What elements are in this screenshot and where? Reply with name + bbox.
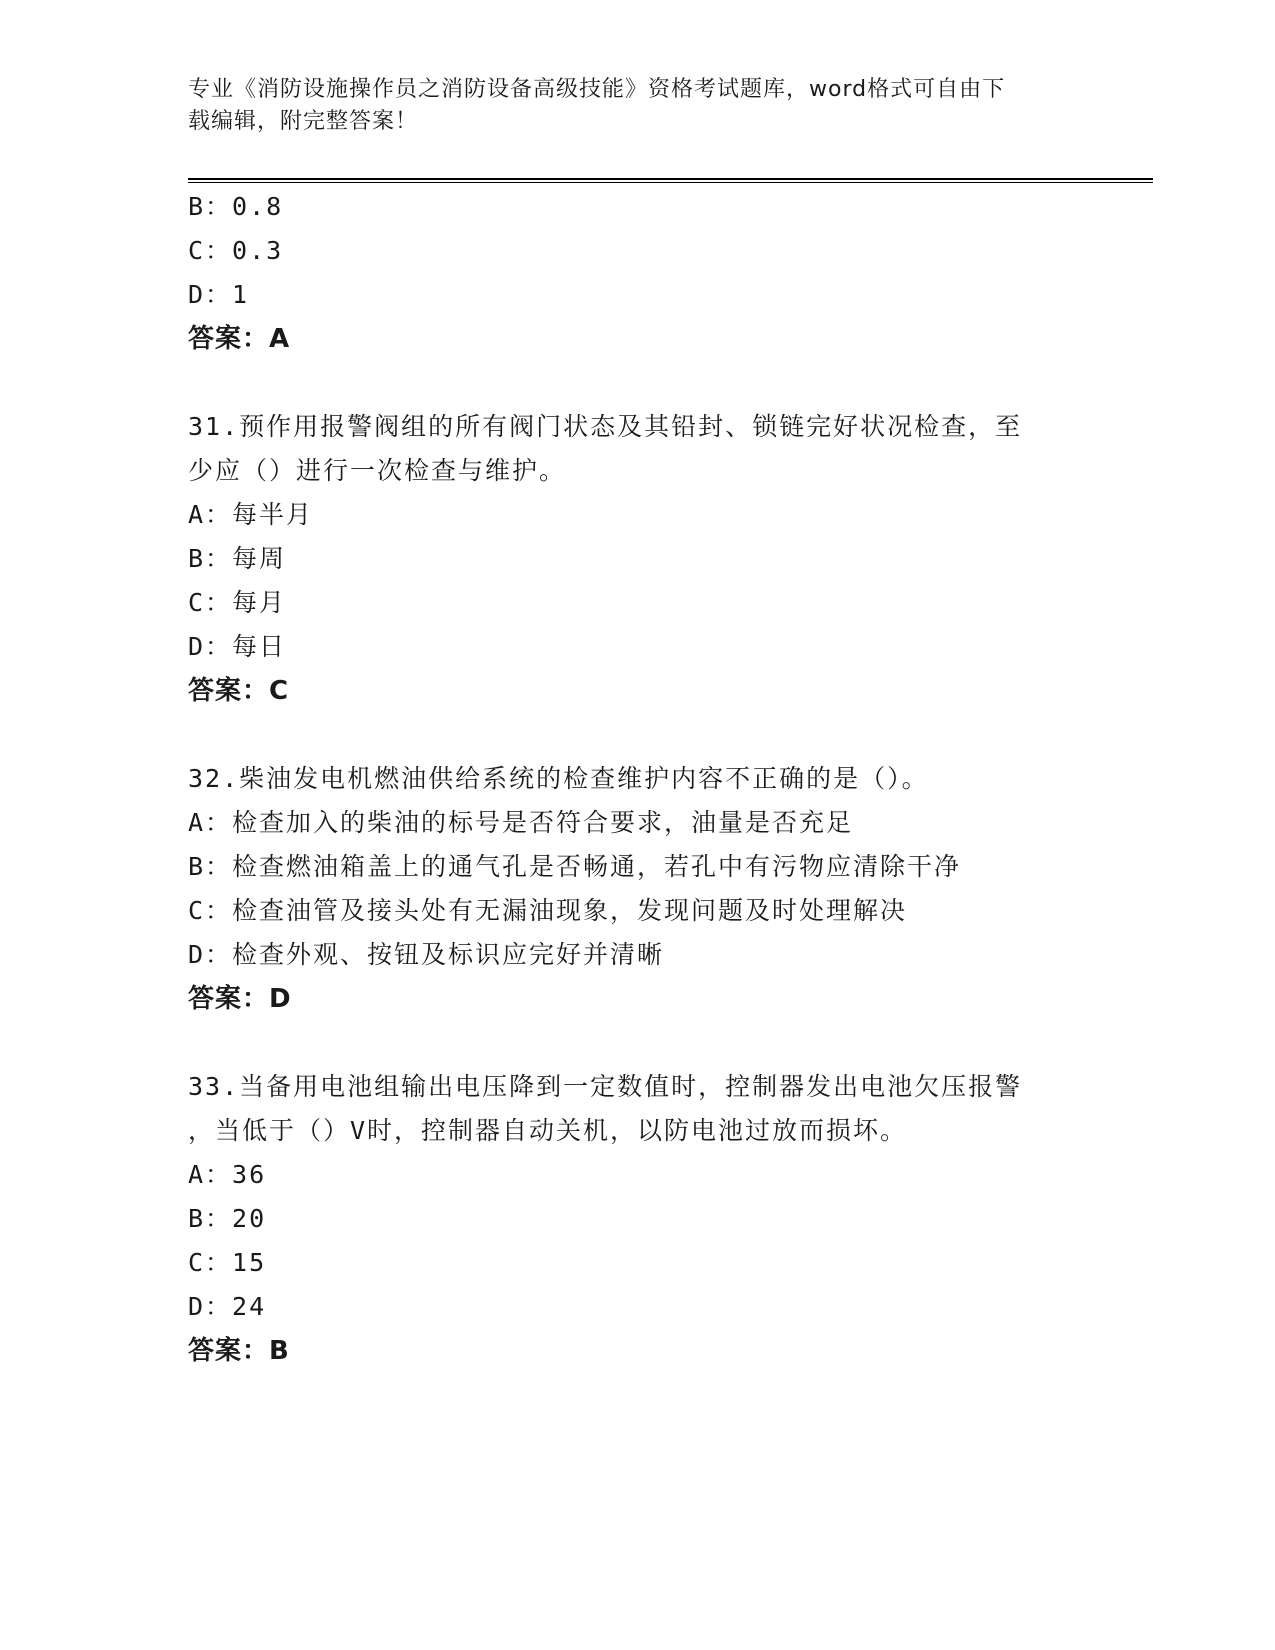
question-33-stem-line-2: ，当低于（）V时，控制器自动关机，以防电池过放而损坏。 (188, 1116, 908, 1145)
question-32-option-d: D：检查外观、按钮及标识应完好并清晰 (188, 940, 665, 969)
option-c: C：0.3 (188, 236, 284, 265)
question-31-stem-line-2: 少应（）进行一次检查与维护。 (188, 456, 567, 485)
question-32-option-b: B：检查燃油箱盖上的通气孔是否畅通，若孔中有污物应清除干净 (188, 852, 962, 881)
question-32-answer: 答案：D (188, 984, 292, 1014)
option-b: B：0.8 (188, 192, 284, 221)
question-32-option-a: A：检查加入的柴油的标号是否符合要求，油量是否充足 (188, 808, 854, 837)
header-divider-thick (188, 178, 1153, 180)
header-line-2: 载编辑，附完整答案！ (188, 109, 419, 134)
question-31-option-c: C：每月 (188, 588, 287, 617)
question-33-option-d: D：24 (188, 1292, 267, 1321)
header-divider-thin (188, 182, 1153, 183)
question-31-answer: 答案：C (188, 676, 290, 706)
question-31-option-b: B：每周 (188, 544, 287, 573)
question-32-option-c: C：检查油管及接头处有无漏油现象，发现问题及时处理解决 (188, 896, 908, 925)
question-32-stem-line-1: 32.柴油发电机燃油供给系统的检查维护内容不正确的是（）。 (188, 764, 929, 793)
header-line-1: 专业《消防设施操作员之消防设备高级技能》资格考试题库，word格式可自由下 (188, 77, 1006, 102)
question-31-stem-line-1: 31.预作用报警阀组的所有阀门状态及其铅封、锁链完好状况检查，至 (188, 412, 1023, 441)
question-33-stem-line-1: 33.当备用电池组输出电压降到一定数值时，控制器发出电池欠压报警 (188, 1072, 1023, 1101)
answer-line: 答案：A (188, 324, 291, 354)
option-d: D：1 (188, 280, 250, 309)
question-31-option-a: A：每半月 (188, 500, 314, 529)
question-33-option-a: A：36 (188, 1160, 267, 1189)
question-33-answer: 答案：B (188, 1336, 290, 1366)
question-33-option-b: B：20 (188, 1204, 267, 1233)
question-31-option-d: D：每日 (188, 632, 287, 661)
question-33-option-c: C：15 (188, 1248, 267, 1277)
document-header (188, 74, 1068, 138)
